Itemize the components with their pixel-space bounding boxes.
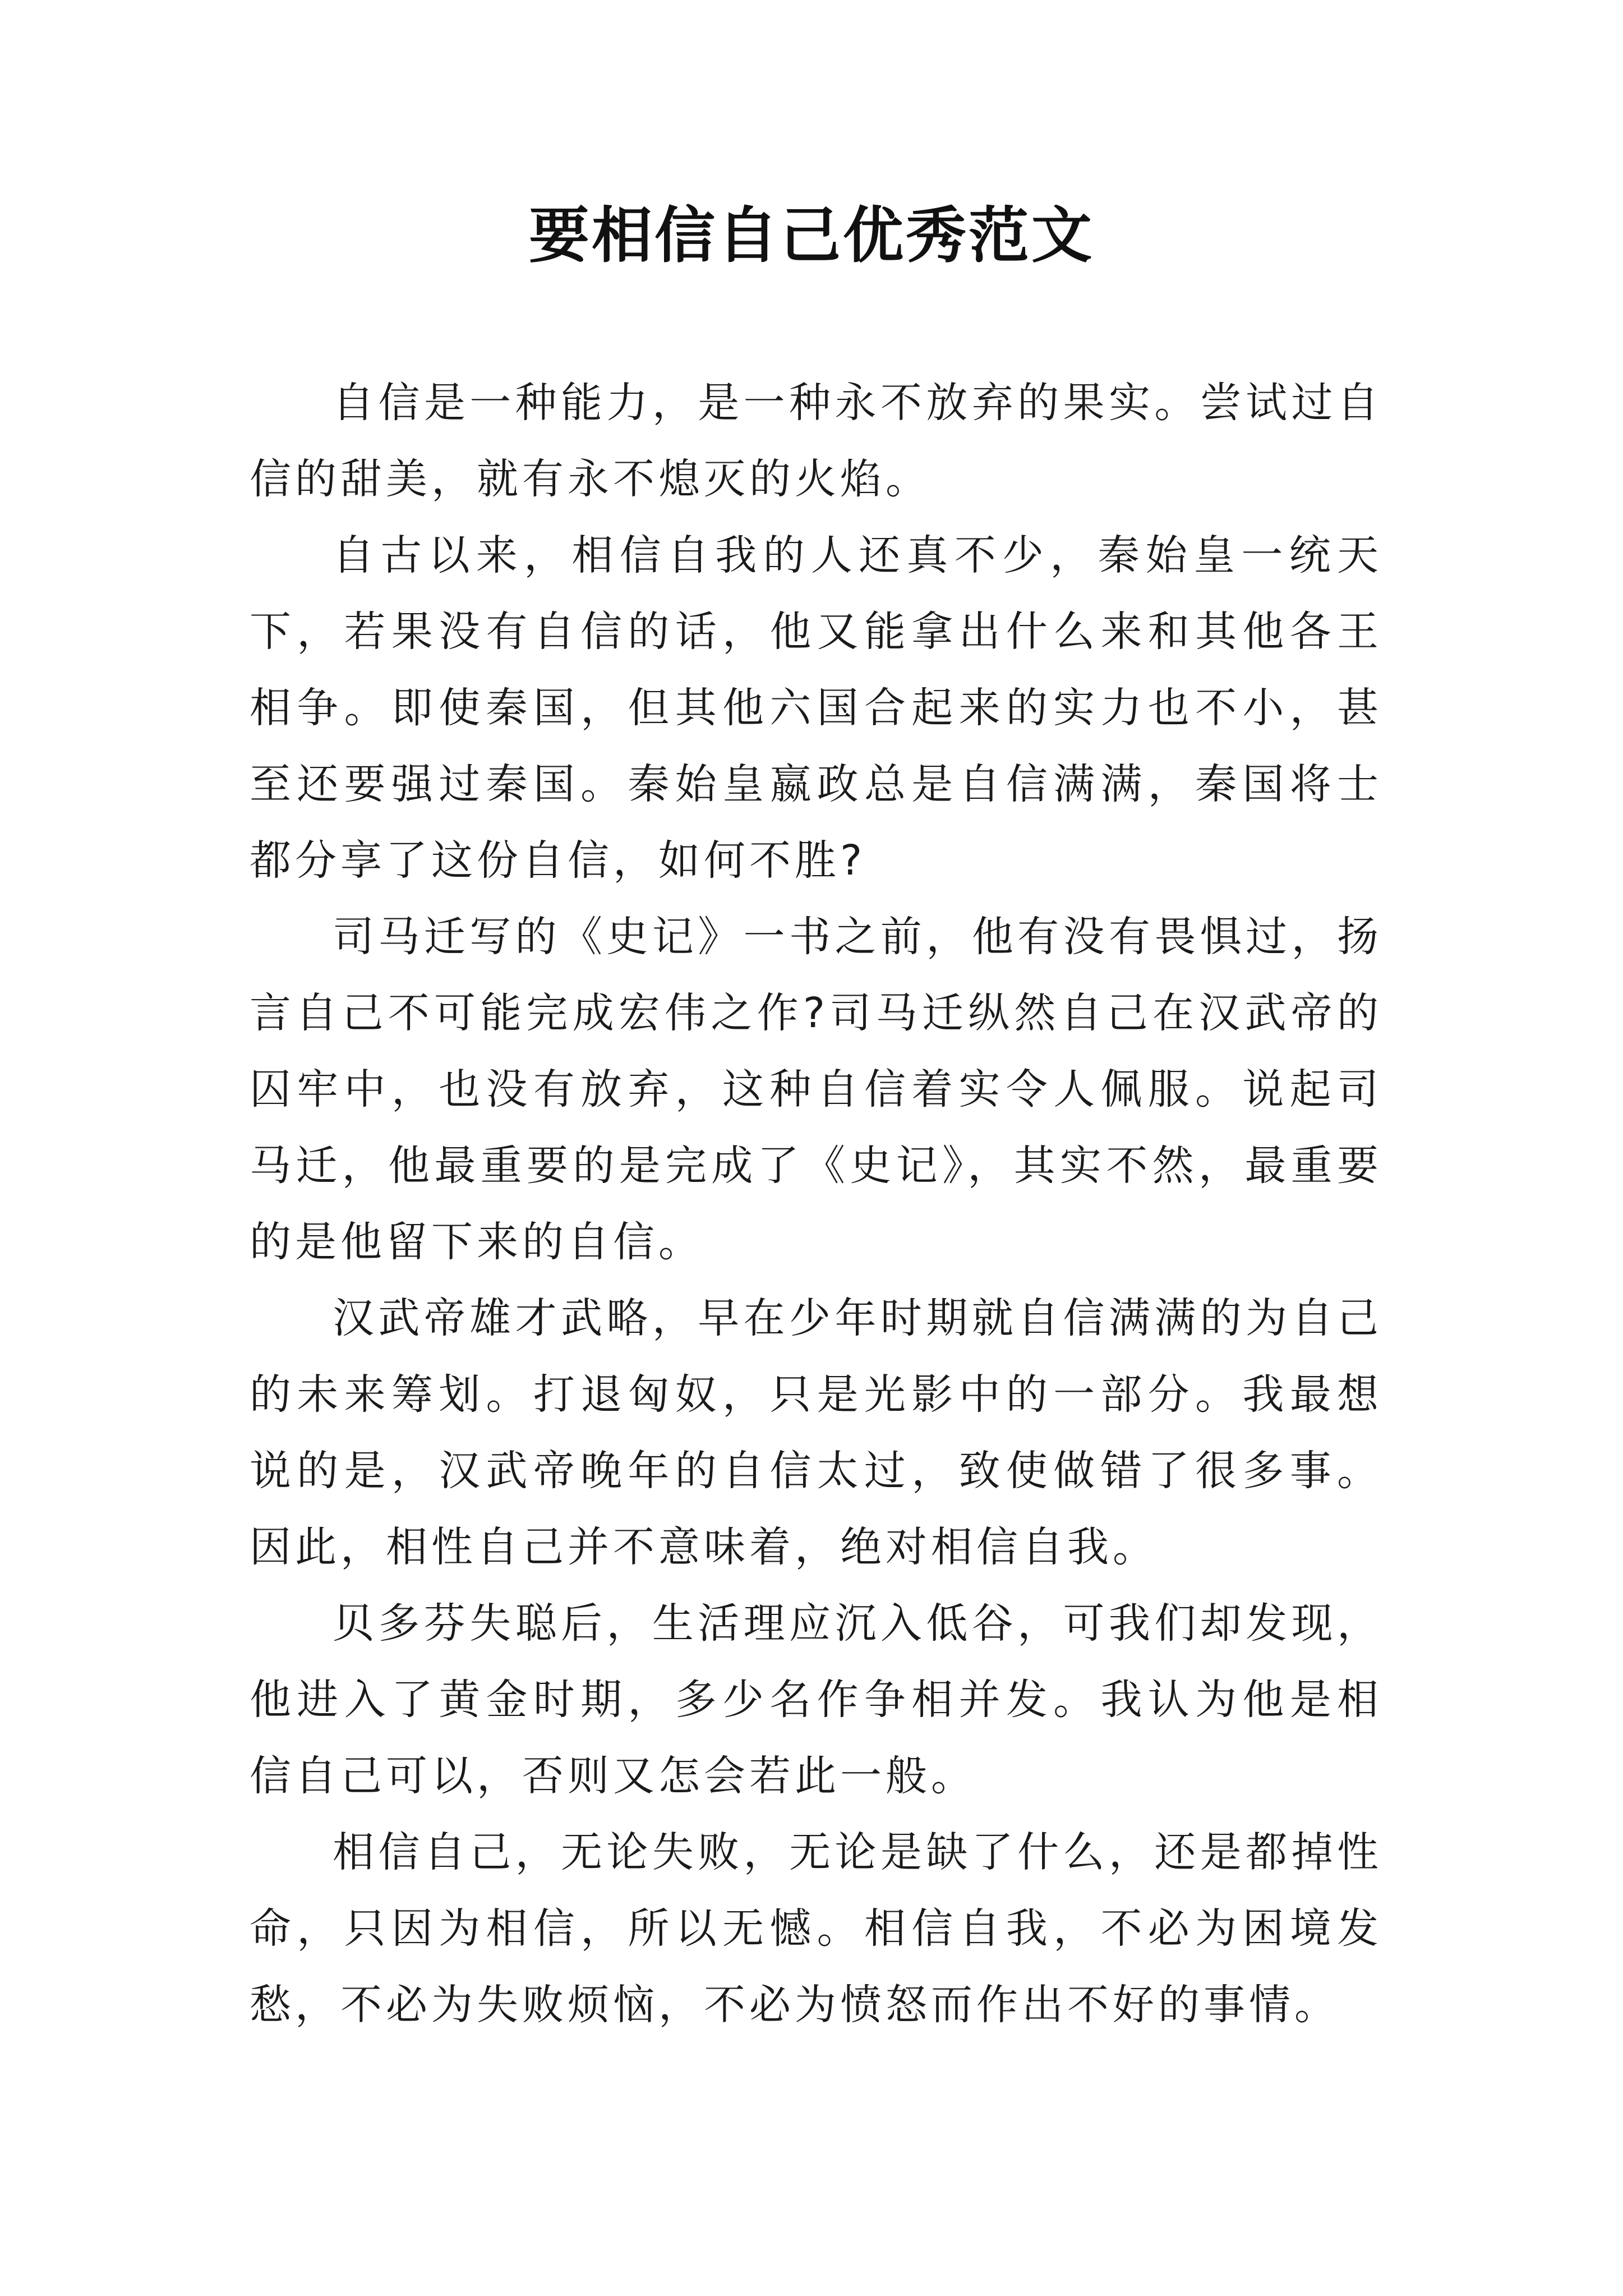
document-title: 要相信自己优秀范文 [528, 200, 1094, 271]
paragraph-3: 司马迁写的《史记》一书之前，他有没有畏惧过，扬言自己不可能完成宏伟之作?司马迁纵然自己在汉武帝的囚牢中，也没有放弃，这种自信着实令人佩服。说起司马迁，他最重要的是完成了《史记》，其实不然，最重要的是他留下来的自信。 [250, 913, 1382, 1266]
paragraph-6: 相信自己，无论失败，无论是缺了什么，还是都掉性命，只因为相信，所以无憾。相信自我，不必为困境发愁，不必为失败烦恼，不必为愤怒而作出不好的事情。 [250, 1828, 1382, 2029]
paragraph-5: 贝多芬失聪后，生活理应沉入低谷，可我们却发现，他进入了黄金时期，多少名作争相并发。我认为他是相信自己可以，否则又怎会若此一般。 [250, 1599, 1382, 1800]
paragraph-2: 自古以来，相信自我的人还真不少，秦始皇一统天下，若果没有自信的话，他又能拿出什么来和其他各王相争。即使秦国，但其他六国合起来的实力也不小，甚至还要强过秦国。秦始皇嬴政总是自信满满，秦国将士都分享了这份自信，如何不胜? [250, 531, 1382, 885]
paragraph-4: 汉武帝雄才武略，早在少年时期就自信满满的为自己的未来筹划。打退匈奴，只是光影中的一部分。我最想说的是，汉武帝晚年的自信太过，致使做错了很多事。因此，相性自己并不意味着，绝对相信自我。 [250, 1294, 1382, 1571]
paragraph-1: 自信是一种能力，是一种永不放弃的果实。尝试过自信的甜美，就有永不熄灭的火焰。 [250, 379, 1382, 503]
document-body [250, 365, 1382, 2043]
